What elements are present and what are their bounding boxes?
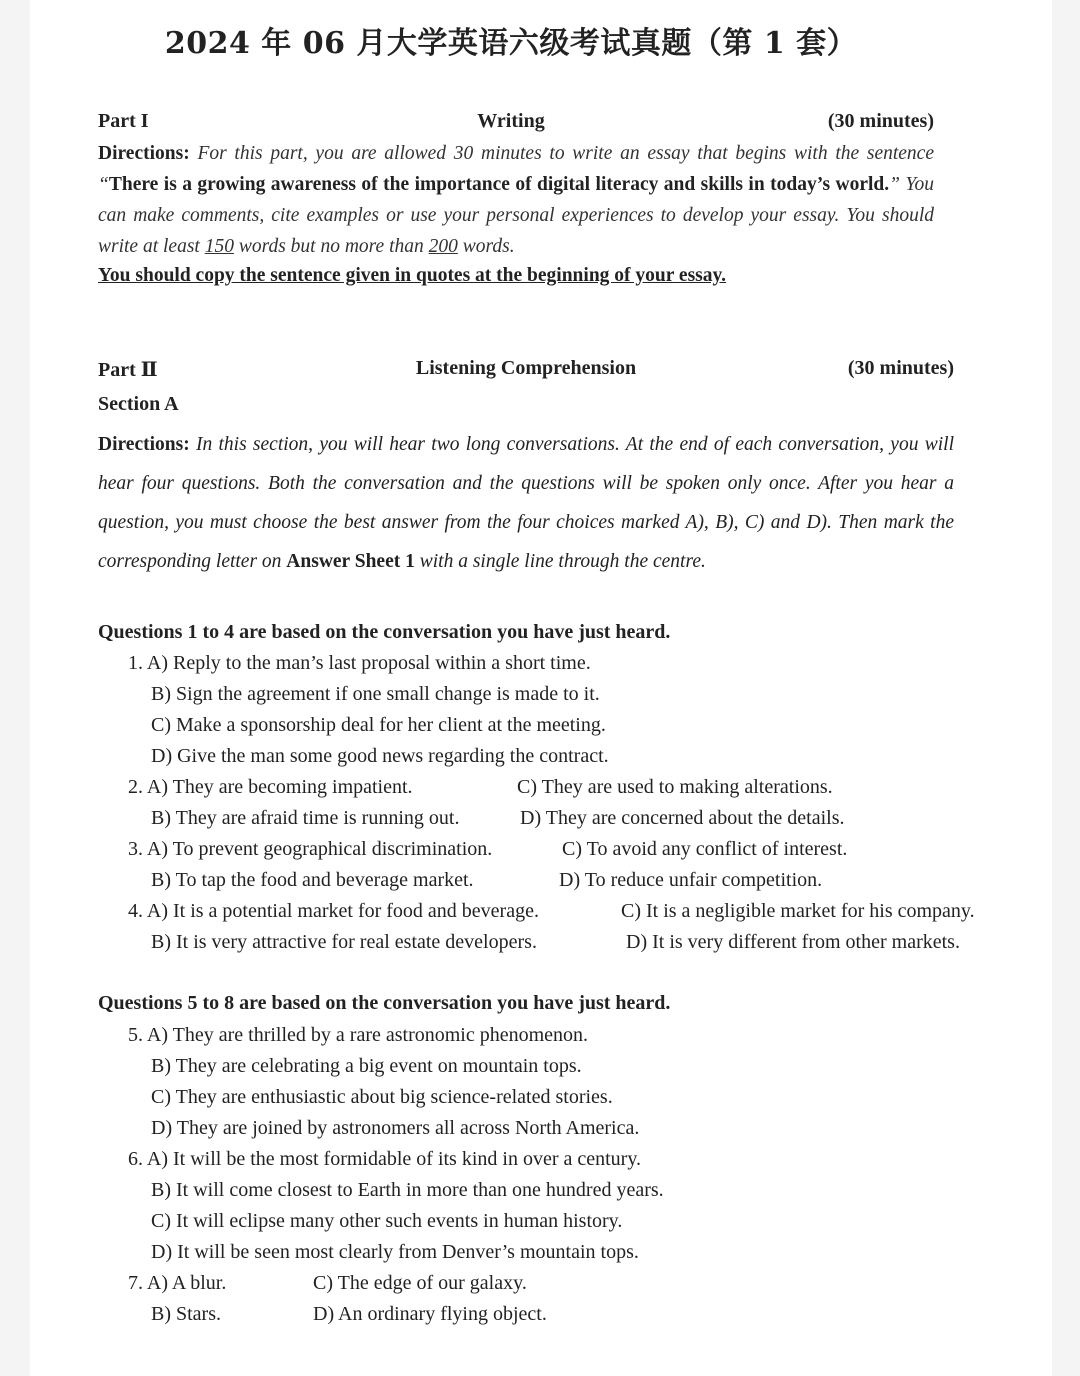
q5-option-a: 5. A) They are thrilled by a rare astronomic phenomenon. <box>128 1024 589 1046</box>
part2-dir-text1: In this section, you will hear two long conversations. At the end of each conversation, you will hear four questions. Both the conversation and the questions will be spoken only once. After you hear a question, you must choose the best answer from the four choices marked A), B), C) and D). Then mark the corresponding letter on <box>98 434 954 572</box>
q1-option-a: 1. A) Reply to the man’s last proposal within a short time. <box>128 652 591 674</box>
part2-dir-text2: with a single line through the centre. <box>414 551 706 572</box>
group2-heading: Questions 5 to 8 are based on the conversation you have just heard. <box>98 992 671 1014</box>
q3-option-d: D) To reduce unfair competition. <box>559 869 823 891</box>
part1-label: Part I <box>98 110 149 132</box>
section-a-label: Section A <box>98 393 179 415</box>
part1-min-words: 150 <box>204 236 234 257</box>
q6-option-d: D) It will be seen most clearly from Denver’s mountain tops. <box>151 1241 639 1263</box>
q7-option-d: D) An ordinary flying object. <box>313 1303 547 1325</box>
q6-option-c: C) It will eclipse many other such events in human history. <box>151 1210 623 1232</box>
part1-dir-text4: words. <box>457 236 515 257</box>
group1-heading: Questions 1 to 4 are based on the conversation you have just heard. <box>98 621 671 643</box>
part1-dir-text3: words but no more than <box>233 236 429 257</box>
q7-option-a: 7. A) A blur. <box>128 1272 227 1294</box>
part2-time: (30 minutes) <box>847 357 954 379</box>
q2-option-b: B) They are afraid time is running out. <box>151 807 460 829</box>
q1-option-d: D) Give the man some good news regarding the contract. <box>151 745 609 767</box>
part1-time: (30 minutes) <box>827 110 934 132</box>
part2-label: Part Ⅱ <box>98 359 158 381</box>
q6-option-b: B) It will come closest to Earth in more than one hundred years. <box>151 1179 664 1201</box>
q2-option-a: 2. A) They are becoming impatient. <box>128 776 413 798</box>
q1-option-b: B) Sign the agreement if one small change is made to it. <box>151 683 600 705</box>
q6-option-a: 6. A) It will be the most formidable of its kind in over a century. <box>128 1148 642 1170</box>
part1-dir-quote: There is a growing awareness of the importance of digital literacy and skills in today’s world. <box>108 174 890 195</box>
q2-option-c: C) They are used to making alterations. <box>517 776 833 798</box>
q3-option-c: C) To avoid any conflict of interest. <box>562 838 848 860</box>
q5-option-c: C) They are enthusiastic about big science-related stories. <box>151 1086 613 1108</box>
part2-name: Listening Comprehension <box>415 357 637 379</box>
q7-option-c: C) The edge of our galaxy. <box>313 1272 527 1294</box>
part1-directions <box>98 138 934 262</box>
q2-option-d: D) They are concerned about the details. <box>520 807 845 829</box>
q4-option-d: D) It is very different from other markets. <box>626 931 960 953</box>
q4-option-a: 4. A) It is a potential market for food and beverage. <box>128 900 539 922</box>
part1-header <box>98 110 934 138</box>
part2-directions <box>98 425 954 581</box>
part2-dir-label: Directions: <box>98 434 190 455</box>
part1-dir-text1: For this part, you are allowed 30 minutes to write an essay that begins with the sentence “ <box>98 143 934 195</box>
part1-dir-text2: ” You can make comments, cite examples or use your personal experiences to develop your essay. You should write at least <box>98 174 934 257</box>
page-title: 2024 年 06 月大学英语六级考试真题（第 1 套） <box>164 26 858 61</box>
part1-dir-colon: : <box>183 143 190 164</box>
q5-option-d: D) They are joined by astronomers all across North America. <box>151 1117 640 1139</box>
answer-sheet-label: Answer Sheet 1 <box>286 551 415 572</box>
part1-max-words: 200 <box>428 236 458 257</box>
q4-option-c: C) It is a negligible market for his company. <box>621 900 975 922</box>
q3-option-a: 3. A) To prevent geographical discrimination. <box>128 838 493 860</box>
q4-option-b: B) It is very attractive for real estate developers. <box>151 931 537 953</box>
q7-option-b: B) Stars. <box>151 1303 221 1325</box>
part1-dir-label: Directions <box>98 143 184 164</box>
part2-header <box>98 357 954 385</box>
part1-copy-note: You should copy the sentence given in quotes at the beginning of your essay. <box>98 265 727 286</box>
part1-name: Writing <box>477 110 545 132</box>
q3-option-b: B) To tap the food and beverage market. <box>151 869 474 891</box>
q1-option-c: C) Make a sponsorship deal for her client at the meeting. <box>151 714 606 736</box>
q5-option-b: B) They are celebrating a big event on mountain tops. <box>151 1055 582 1077</box>
